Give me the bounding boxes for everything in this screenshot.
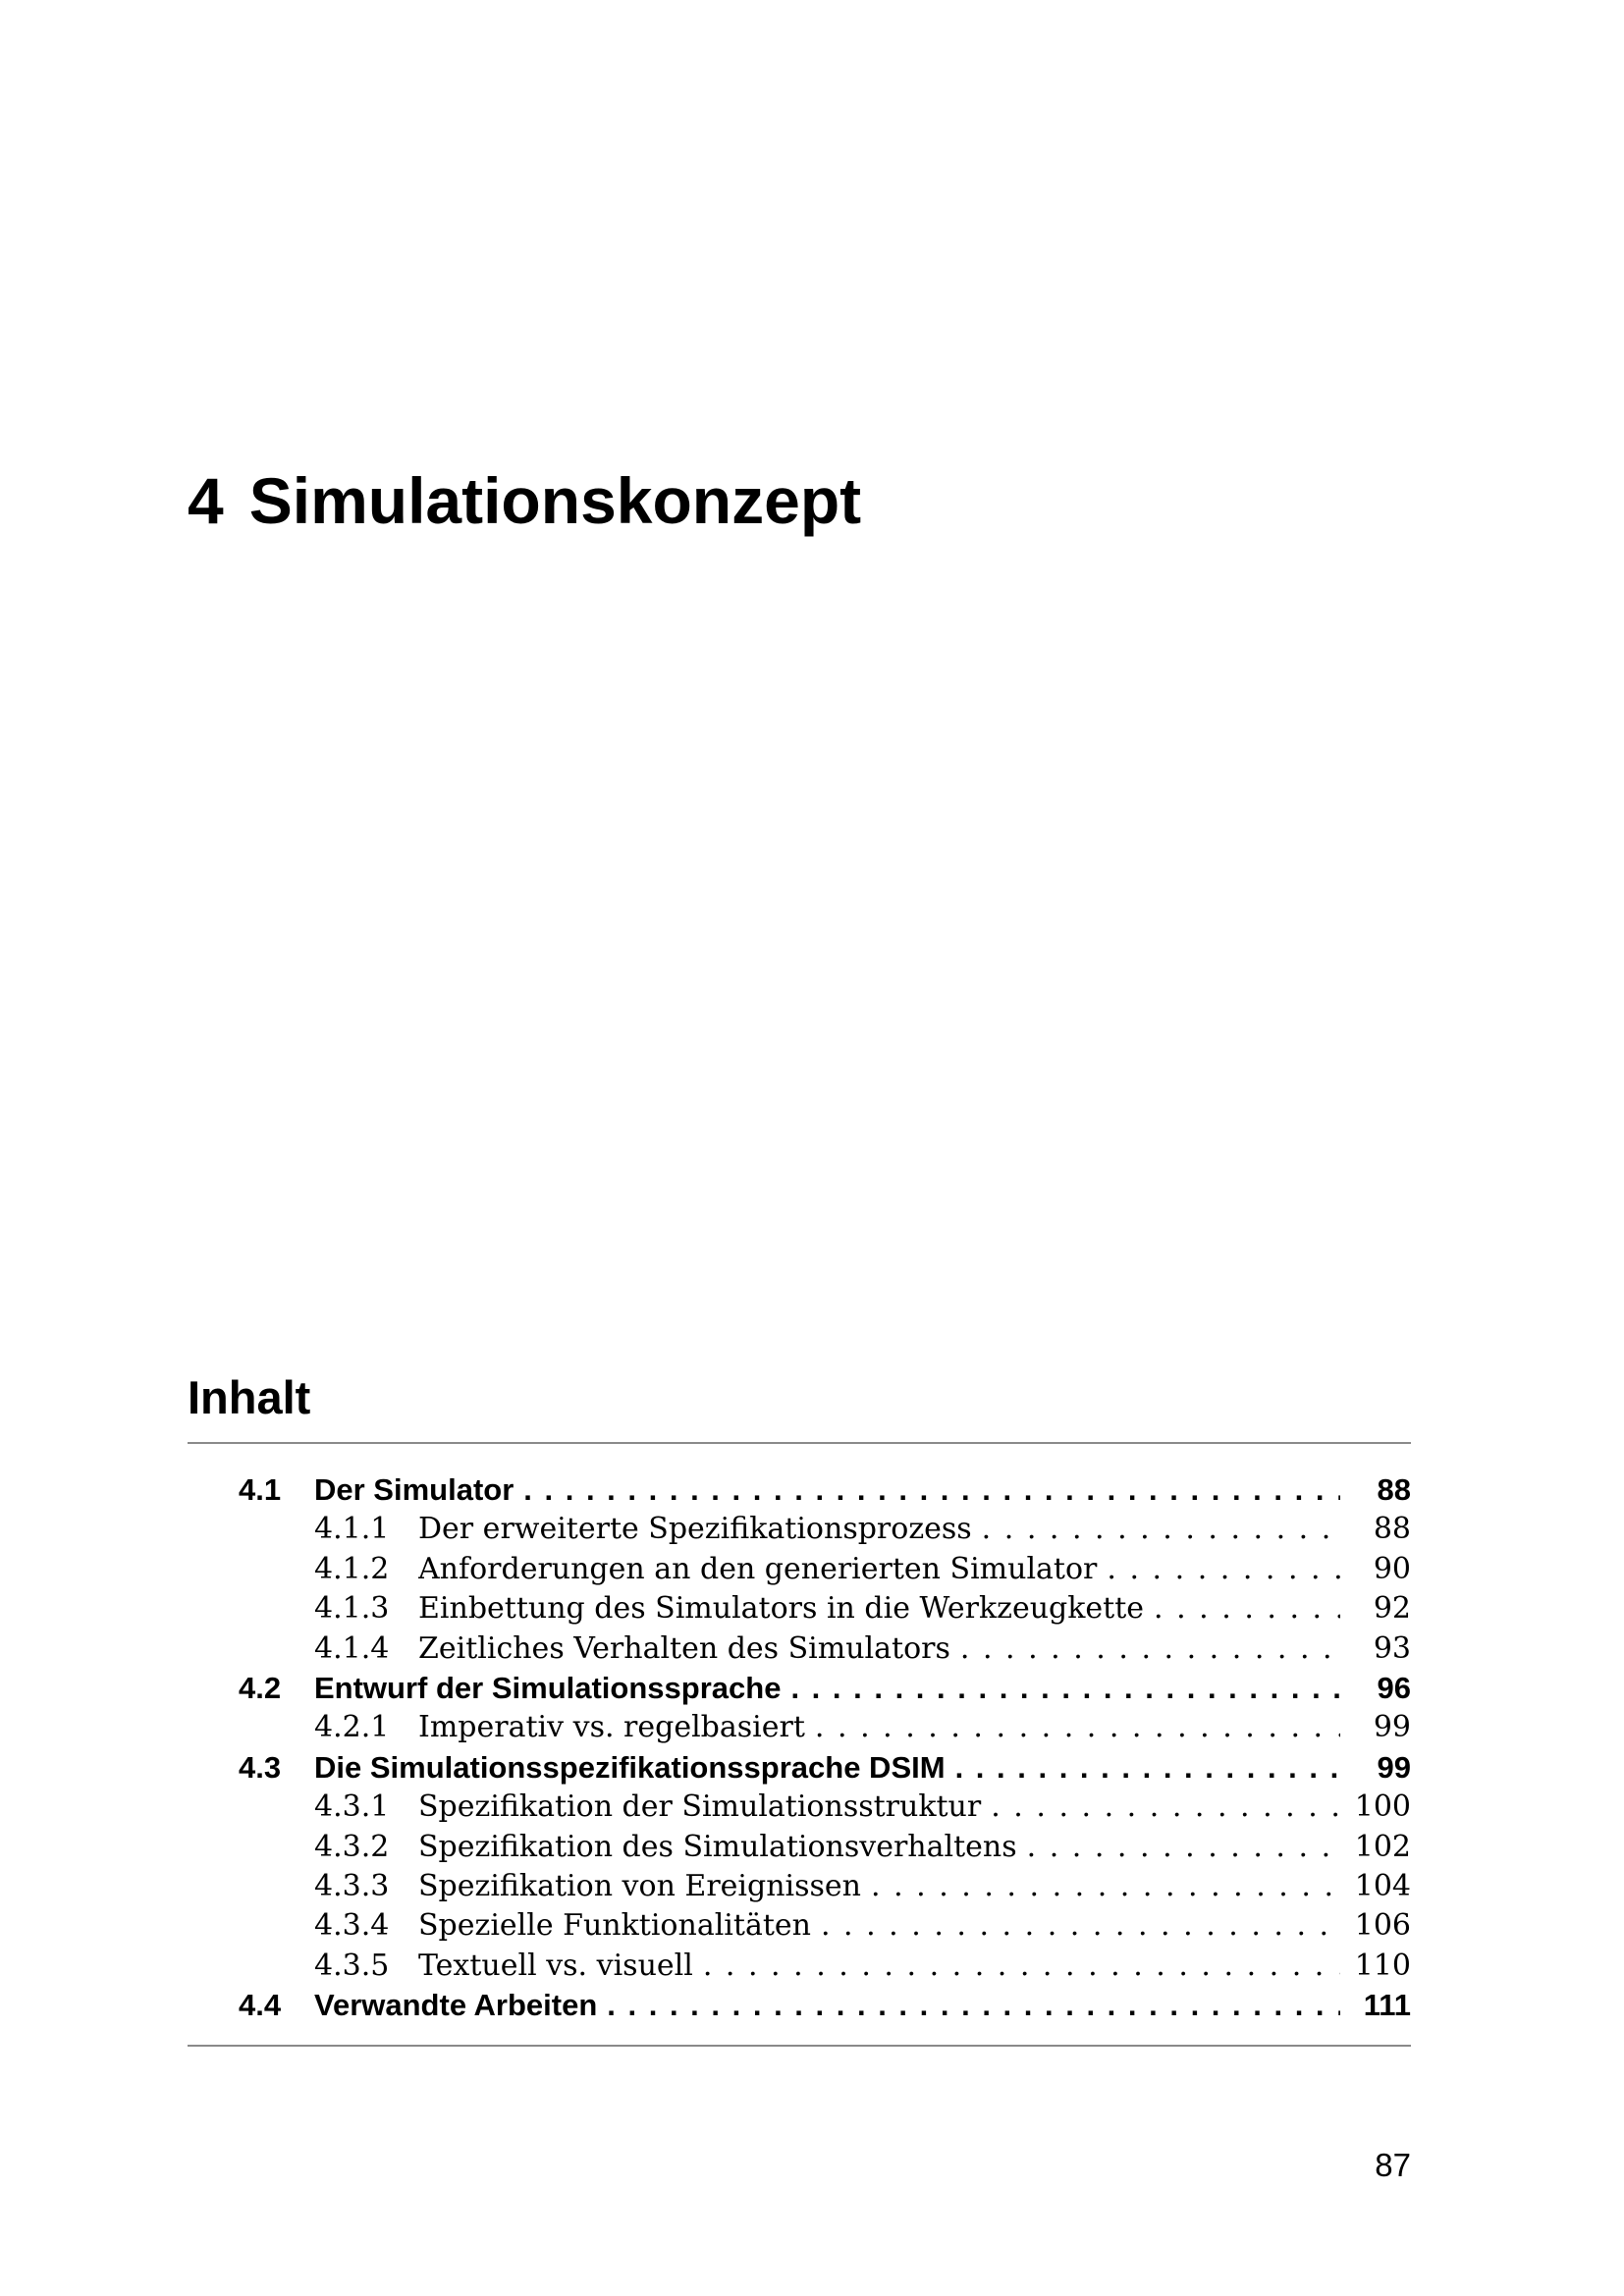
toc-entry-page: 99 — [1346, 1708, 1411, 1747]
toc-entry-title: Der Simulator — [314, 1472, 514, 1507]
toc-heading: Inhalt — [188, 1371, 311, 1423]
toc-entry-4-2-1[interactable] — [188, 1708, 1411, 1747]
toc-entry-number: 4.3 — [239, 1749, 282, 1785]
toc-entry-4-3-5[interactable] — [188, 1947, 1411, 1986]
toc-entry-page: 88 — [1346, 1510, 1411, 1549]
toc-entry-number: 4.3.1 — [314, 1789, 390, 1825]
toc-entry-number: 4.1 — [239, 1472, 282, 1507]
toc-top-rule — [188, 1442, 1411, 1444]
toc-entry-number: 4.1.4 — [314, 1630, 390, 1666]
toc-entry-4-4[interactable] — [188, 1986, 1411, 2025]
toc-leader — [314, 1986, 1340, 2025]
toc-entry-number: 4.3.2 — [314, 1829, 390, 1864]
toc-entry-number: 4.3.4 — [314, 1908, 390, 1944]
toc-entry-page: 96 — [1346, 1669, 1411, 1708]
toc-entry-4-1-1[interactable] — [188, 1510, 1411, 1549]
toc-leader — [314, 1748, 1340, 1788]
toc-entry-title: Einbettung des Simulators in die Werkzeugkette — [418, 1591, 1145, 1627]
chapter-title — [188, 461, 861, 540]
toc-entry-title: Verwandte Arbeiten — [314, 1988, 598, 2023]
toc-entry-page: 102 — [1346, 1828, 1411, 1867]
toc-entry-number: 4.2 — [239, 1670, 282, 1705]
toc-leader — [418, 1550, 1340, 1589]
toc-entry-title: Die Simulationsspezifikationssprache DSIM — [314, 1749, 946, 1785]
toc-entry-title: Der erweiterte Spezifikationsprozess — [418, 1512, 972, 1547]
toc-entry-number: 4.1.3 — [314, 1591, 390, 1627]
toc-entry-4-3-3[interactable] — [188, 1867, 1411, 1906]
toc-entry-number: 4.1.2 — [314, 1551, 390, 1586]
toc-leader — [314, 1669, 1340, 1708]
toc-leader — [314, 1470, 1340, 1510]
toc-entry-title: Spezifikation der Simulationsstruktur — [418, 1789, 982, 1825]
toc-entry-page: 90 — [1346, 1550, 1411, 1589]
toc-entry-page: 111 — [1346, 1986, 1411, 2025]
chapter-number: 4 — [188, 464, 224, 537]
toc-leader — [418, 1947, 1340, 1986]
toc-entry-4-3-2[interactable] — [188, 1828, 1411, 1867]
toc-leader — [418, 1589, 1340, 1629]
toc-entry-page: 106 — [1346, 1906, 1411, 1946]
toc-entry-number: 4.3.3 — [314, 1868, 390, 1903]
toc-entry-title: Spezifikation von Ereignissen — [418, 1868, 861, 1903]
toc-entry-4-1-4[interactable] — [188, 1629, 1411, 1669]
toc-leader — [418, 1867, 1340, 1906]
toc-entry-4-1-2[interactable] — [188, 1550, 1411, 1589]
toc-leader — [418, 1629, 1340, 1669]
toc-entry-4-1[interactable] — [188, 1470, 1411, 1510]
toc-entry-page: 110 — [1346, 1947, 1411, 1986]
toc-entry-page: 93 — [1346, 1629, 1411, 1669]
toc-leader — [418, 1788, 1340, 1827]
page-number: 87 — [1375, 2147, 1411, 2183]
toc-entry-number: 4.1.1 — [314, 1512, 390, 1547]
table-of-contents — [188, 1470, 1411, 2025]
toc-entry-title: Entwurf der Simulationssprache — [314, 1670, 782, 1705]
toc-entry-number: 4.2.1 — [314, 1710, 390, 1745]
toc-leader — [418, 1906, 1340, 1946]
toc-entry-4-2[interactable] — [188, 1669, 1411, 1708]
toc-entry-number: 4.4 — [239, 1988, 282, 2023]
toc-entry-4-3-4[interactable] — [188, 1906, 1411, 1946]
toc-entry-title: Spezifikation des Simulationsverhaltens — [418, 1829, 1017, 1864]
toc-entry-4-3-1[interactable] — [188, 1788, 1411, 1827]
toc-entry-page: 100 — [1346, 1788, 1411, 1827]
toc-leader — [418, 1510, 1340, 1549]
toc-entry-title: Anforderungen an den generierten Simulator — [418, 1551, 1098, 1586]
toc-entry-title: Zeitliches Verhalten des Simulators — [418, 1630, 950, 1666]
toc-entry-page: 99 — [1346, 1748, 1411, 1788]
toc-entry-page: 88 — [1346, 1470, 1411, 1510]
toc-leader — [418, 1828, 1340, 1867]
toc-entry-title: Spezielle Funktionalitäten — [418, 1908, 811, 1944]
toc-entry-title: Textuell vs. visuell — [418, 1948, 693, 1983]
toc-entry-title: Imperativ vs. regelbasiert — [418, 1710, 805, 1745]
toc-leader — [418, 1708, 1340, 1747]
toc-entry-4-3[interactable] — [188, 1748, 1411, 1788]
toc-entry-page: 104 — [1346, 1867, 1411, 1906]
toc-bottom-rule — [188, 2045, 1411, 2047]
toc-entry-4-1-3[interactable] — [188, 1589, 1411, 1629]
chapter-title-text: Simulationskonzept — [248, 464, 862, 537]
toc-entry-page: 92 — [1346, 1589, 1411, 1629]
toc-entry-number: 4.3.5 — [314, 1948, 390, 1983]
